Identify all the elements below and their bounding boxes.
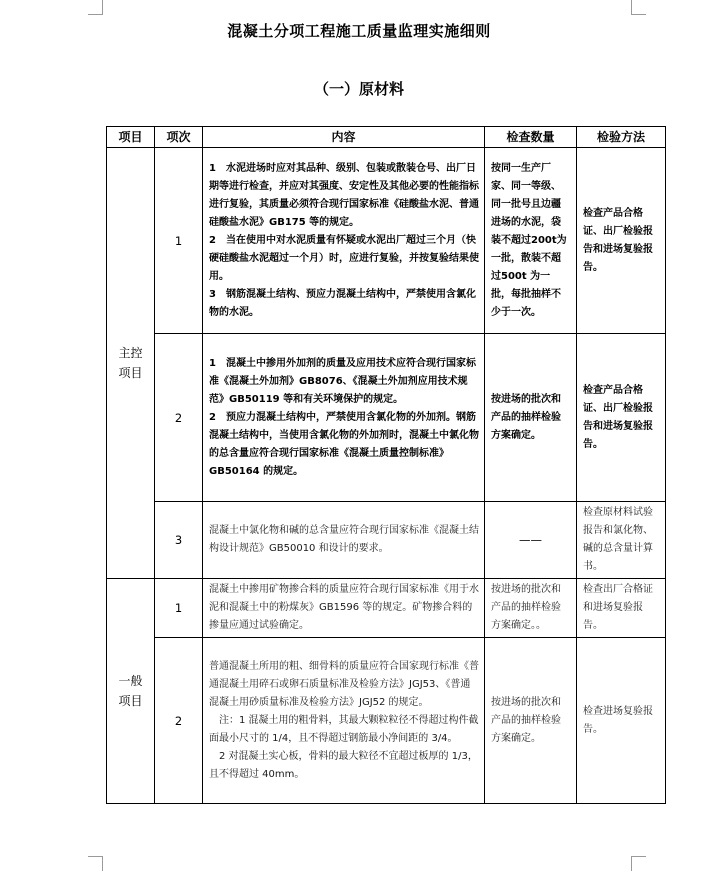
- table-row: [107, 579, 666, 638]
- table-row: [107, 148, 666, 334]
- row-content: [203, 579, 485, 638]
- row-index: 3: [155, 502, 203, 579]
- document-title: 混凝土分项工程施工质量监理实施细则: [227, 22, 491, 40]
- group-main-control: [107, 148, 155, 579]
- row-content: [203, 148, 485, 334]
- content-paragraph: 2 预应力混凝土结构中，严禁使用含氯化物的外加剂。钢筋混凝土结构中，当使用含氯化物的外加剂时，混凝土中氯化物的总含量应符合现行国家标准《混凝土质量控制标准》GB50164 的规定。: [209, 411, 479, 477]
- group-label: 主控项目: [118, 346, 143, 380]
- corner-mark-top-right: [631, 0, 646, 15]
- row-method: 检查进场复验报告。: [577, 638, 666, 804]
- content-paragraph: 注：1 混凝土用的粗骨料，其最大颗粒粒径不得超过构件截面最小尺寸的 1/4，且不得超过钢筋最小净间距的 3/4。: [209, 714, 479, 744]
- content-paragraph: 混凝土中氯化物和碱的总含量应符合现行国家标准《混凝土结构设计规范》GB50010 和设计的要求。: [209, 525, 479, 554]
- group-label: 一般项目: [118, 674, 143, 708]
- content-paragraph: 2 对混凝土实心板，骨料的最大粒径不宜超过板厚的 1/3，且不得超过 40mm。: [209, 750, 478, 780]
- table-row: [107, 334, 666, 502]
- header-content: 内容: [203, 127, 485, 148]
- content-paragraph: 1 水泥进场时应对其品种、级别、包装或散装仓号、出厂日期等进行检查，并应对其强度、安定性及其他必要的性能指标进行复验，其质量必须符合现行国家标准《硅酸盐水泥、普通硅酸盐水泥》GB175 等的规定。: [209, 162, 479, 228]
- row-method: 检查产品合格证、出厂检验报告和进场复验报告。: [577, 334, 666, 502]
- corner-mark-top-left: [88, 0, 103, 15]
- section-heading: （一）原材料: [313, 80, 404, 98]
- content-paragraph: 2 当在使用中对水泥质量有怀疑或水泥出厂超过三个月（快硬硅酸盐水泥超过一个月）时，应进行复验，并按复验结果使用。: [209, 234, 479, 282]
- header-item: 项目: [107, 127, 155, 148]
- table-row: [107, 502, 666, 579]
- header-index: 项次: [155, 127, 203, 148]
- row-method: 检查出厂合格证和进场复验报告。: [577, 579, 666, 638]
- row-quantity: 按进场的批次和产品的抽样检验方案确定。。: [485, 579, 577, 638]
- row-quantity: 按进场的批次和产品的抽样检验方案确定。: [485, 334, 577, 502]
- content-paragraph: 混凝土中掺用矿物掺合料的质量应符合现行国家标准《用于水泥和混凝土中的粉煤灰》GB1596 等的规定。矿物掺合料的掺量应通过试验确定。: [209, 584, 479, 631]
- row-quantity: 按进场的批次和产品的抽样检验方案确定。: [485, 638, 577, 804]
- group-general: [107, 579, 155, 804]
- inspection-table: [106, 126, 666, 804]
- content-paragraph: 普通混凝土所用的粗、细骨料的质量应符合国家现行标准《普通混凝土用碎石或卵石质量标准及检验方法》JGJ53、《普通混凝土用砂质量标准及检验方法》JGJ52 的规定。: [209, 660, 479, 708]
- row-index: 2: [155, 638, 203, 804]
- content-paragraph: 3 钢筋混凝土结构、预应力混凝土结构中，严禁使用含氯化物的水泥。: [209, 288, 476, 318]
- content-paragraph: 1 混凝土中掺用外加剂的质量及应用技术应符合现行国家标准《混凝土外加剂》GB8076、《混凝土外加剂应用技术规范》GB50119 等和有关环境保护的规定。: [209, 357, 476, 405]
- table-header-row: [107, 127, 666, 148]
- table-row: [107, 638, 666, 804]
- row-content: [203, 502, 485, 579]
- row-content: [203, 334, 485, 502]
- row-method: 检查原材料试验报告和氯化物、碱的总含量计算书。: [577, 502, 666, 579]
- header-method: 检验方法: [577, 127, 666, 148]
- corner-mark-bottom-right: [631, 856, 646, 871]
- row-index: 1: [155, 579, 203, 638]
- row-index: 2: [155, 334, 203, 502]
- corner-mark-bottom-left: [88, 856, 103, 871]
- row-quantity: ——: [485, 502, 577, 579]
- row-quantity: 按同一生产厂家、同一等级、同一批号且边疆进场的水泥，袋装不超过200t为一批，散装不超过500t 为一批，每批抽样不少于一次。: [485, 148, 577, 334]
- row-method: 检查产品合格证、出厂检验报告和进场复验报告。: [577, 148, 666, 334]
- row-content: [203, 638, 485, 804]
- row-index: 1: [155, 148, 203, 334]
- header-quantity: 检查数量: [485, 127, 577, 148]
